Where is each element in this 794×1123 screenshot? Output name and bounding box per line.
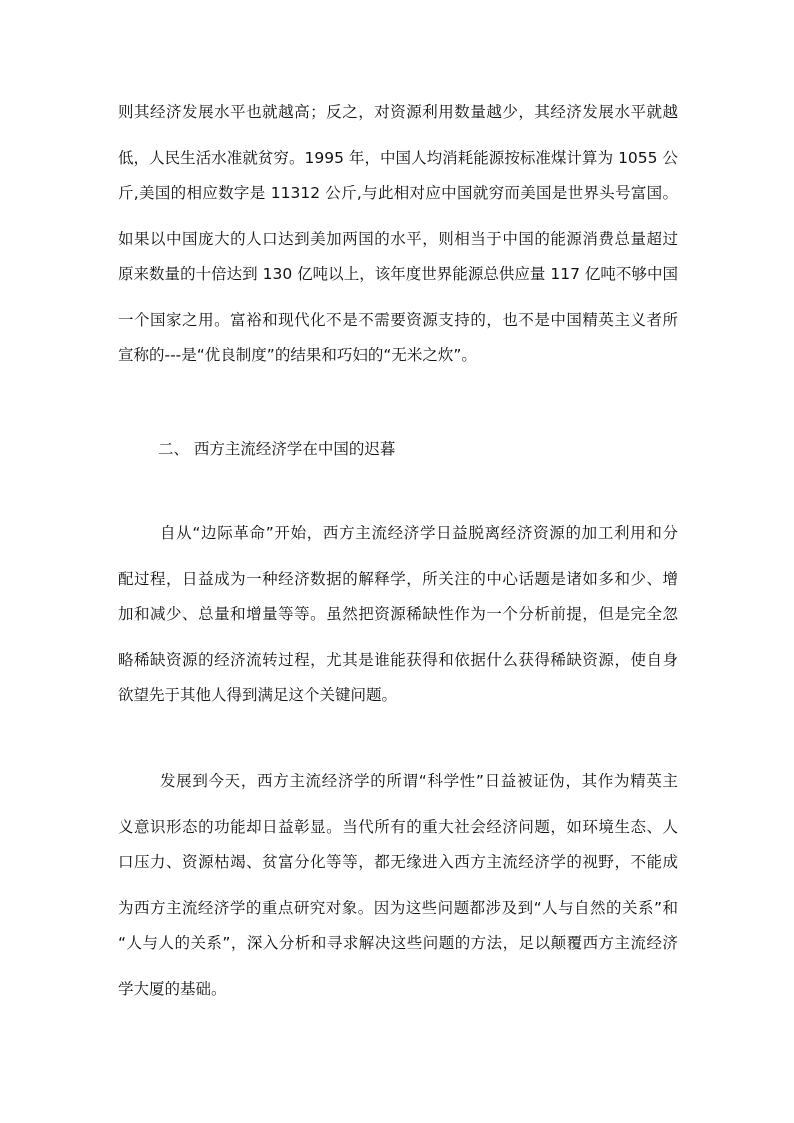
paragraph-2-line: 加和减少、总量和增量等等。虽然把资源稀缺性作为一个分析前提，但是完全忽 bbox=[118, 605, 678, 623]
paragraph-1-line: 斤,美国的相应数字是 11312 公斤,与此相对应中国就穷而美国是世界头号富国。 bbox=[118, 184, 678, 202]
paragraph-3-line: 发展到今天，西方主流经济学的所谓“科学性”日益被证伪，其作为精英主 bbox=[160, 772, 678, 790]
paragraph-2-line: 欲望先于其他人得到满足这个关键问题。 bbox=[118, 686, 398, 704]
paragraph-3-line: 为西方主流经济学的重点研究对象。因为这些问题都涉及到“人与自然的关系”和 bbox=[118, 899, 678, 917]
paragraph-1-line: 低，人民生活水准就贫穷。1995 年，中国人均消耗能源按标准煤计算为 1055 公 bbox=[118, 149, 678, 167]
paragraph-2-line: 配过程，日益成为一种经济数据的解释学，所关注的中心话题是诸如多和少、增 bbox=[118, 570, 678, 588]
paragraph-3-line: “人与人的关系”，深入分析和寻求解决这些问题的方法，足以颠覆西方主流经济 bbox=[118, 934, 678, 952]
paragraph-1-line: 如果以中国庞大的人口达到美加两国的水平，则相当于中国的能源消费总量超过 bbox=[118, 230, 678, 248]
paragraph-3-line: 学大厦的基础。 bbox=[118, 980, 227, 998]
paragraph-1-line: 原来数量的十倍达到 130 亿吨以上，该年度世界能源总供应量 117 亿吨不够中国 bbox=[118, 265, 678, 283]
paragraph-2-line: 自从“边际革命”开始，西方主流经济学日益脱离经济资源的加工利用和分 bbox=[160, 524, 678, 542]
paragraph-2-line: 略稀缺资源的经济流转过程，尤其是谁能获得和依据什么获得稀缺资源，使自身 bbox=[118, 651, 678, 669]
section-heading: 二、 西方主流经济学在中国的迟暮 bbox=[158, 440, 396, 458]
paragraph-3-line: 口压力、资源枯竭、贫富分化等等，都无缘进入西方主流经济学的视野，不能成 bbox=[118, 853, 678, 871]
paragraph-3-line: 义意识形态的功能却日益彰显。当代所有的重大社会经济问题，如环境生态、人 bbox=[118, 818, 678, 836]
paragraph-1-line: 一个国家之用。富裕和现代化不是不需要资源支持的，也不是中国精英主义者所 bbox=[118, 311, 678, 329]
paragraph-1-line: 则其经济发展水平也就越高；反之，对资源利用数量越少，其经济发展水平就越 bbox=[118, 103, 678, 121]
paragraph-1-line: 宣称的---是“优良制度”的结果和巧妇的“无米之炊”。 bbox=[118, 346, 477, 364]
